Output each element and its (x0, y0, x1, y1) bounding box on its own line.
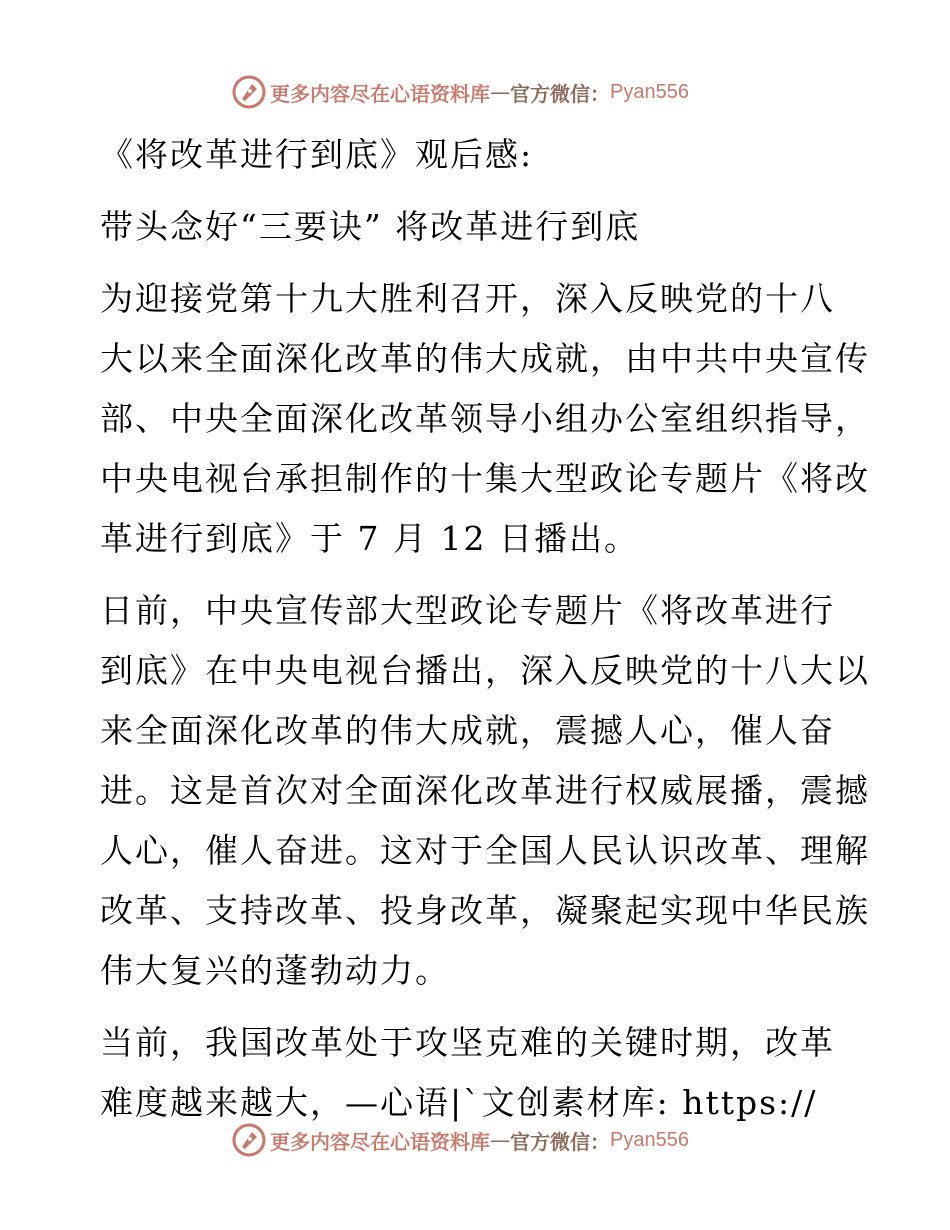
document-subtitle: 带头念好“三要诀” 将改革进行到底 (100, 207, 641, 246)
paragraph-line: 部、中央全面深化改革领导小组办公室组织指导， (100, 399, 870, 438)
paragraph-line: 难度越来越大，—心语|`文创素材库: https:// (100, 1083, 818, 1122)
paragraph-line: 中央电视台承担制作的十集大型政论专题片《将改 (100, 459, 870, 498)
watermark-separator: — (490, 80, 510, 104)
watermark-separator: — (490, 1128, 510, 1152)
watermark-banner-top (232, 72, 689, 112)
paragraph-1 (100, 269, 870, 569)
watermark-wechat-id: Pyan556 (610, 80, 689, 103)
document-body (100, 125, 870, 1133)
paragraph-3 (100, 1013, 860, 1133)
paragraph-2 (100, 581, 870, 1001)
paragraph-line: 人心，催人奋进。这对于全国人民认识改革、理解 (100, 831, 870, 870)
paragraph-line: 进。这是首次对全面深化改革进行权威展播，震撼 (100, 771, 870, 810)
paragraph-line: 伟大复兴的蓬勃动力。 (100, 951, 450, 990)
paragraph-line: 革进行到底》于 7 月 12 日播出。 (100, 519, 639, 558)
pen-nib-logo-icon (232, 75, 266, 109)
watermark-wechat-id: Pyan556 (610, 1128, 689, 1151)
watermark-banner-bottom (232, 1120, 689, 1160)
paragraph-line: 改革、支持改革、投身改革，凝聚起实现中华民族 (100, 891, 870, 930)
paragraph-line: 当前，我国改革处于攻坚克难的关键时期，改革 (100, 1023, 835, 1062)
paragraph-line: 为迎接党第十九大胜利召开，深入反映党的十八 (100, 279, 835, 318)
paragraph-line: 到底》在中央电视台播出，深入反映党的十八大以 (100, 651, 870, 690)
document-title: 《将改革进行到底》观后感: (100, 135, 534, 174)
pen-nib-logo-icon (232, 1123, 266, 1157)
paragraph-line: 日前，中央宣传部大型政论专题片《将改革进行 (100, 591, 835, 630)
watermark-site-text: 更多内容尽在心语资料库 (270, 1129, 490, 1154)
watermark-wechat-label: 官方微信： (510, 1129, 610, 1154)
paragraph-line: 来全面深化改革的伟大成就，震撼人心，催人奋 (100, 711, 835, 750)
watermark-wechat-label: 官方微信： (510, 81, 610, 106)
watermark-site-text: 更多内容尽在心语资料库 (270, 81, 490, 106)
paragraph-line: 大以来全面深化改革的伟大成就，由中共中央宣传 (100, 339, 870, 378)
